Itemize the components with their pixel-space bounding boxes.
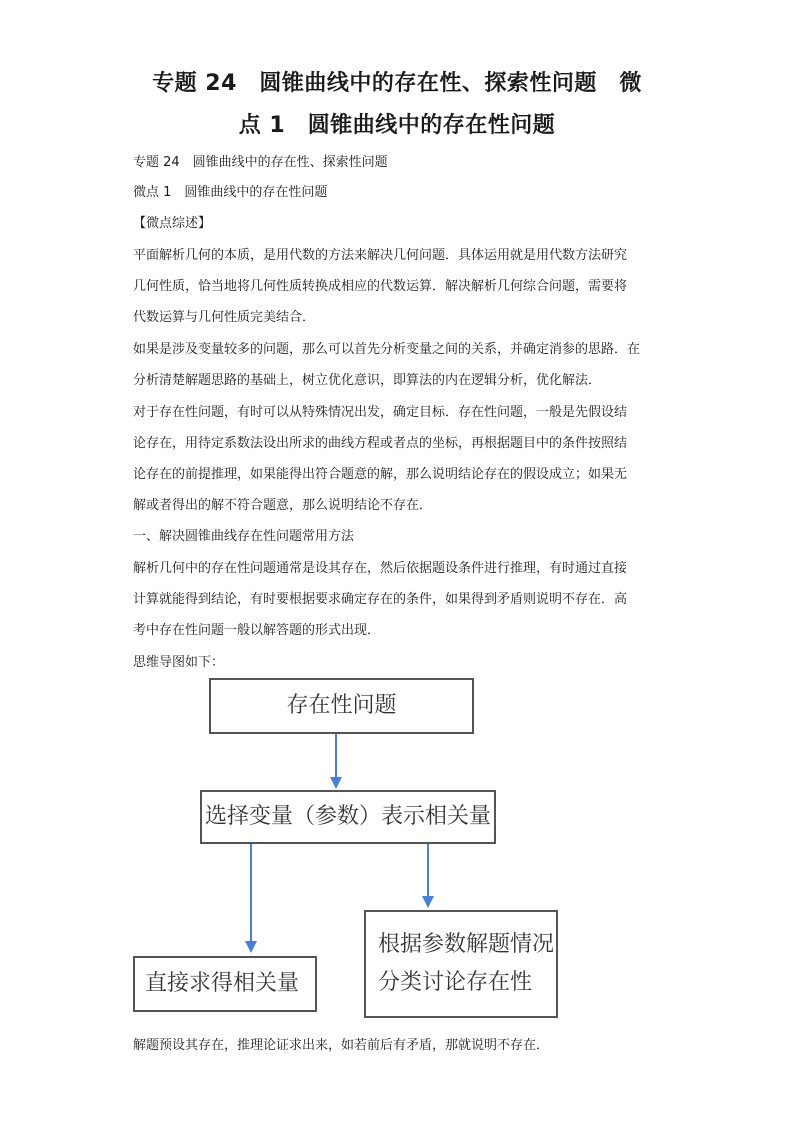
flow-box-label: 存在性问题 (286, 693, 397, 718)
page-title-line-2: 点 1 圆锥曲线中的存在性问题 (238, 113, 556, 138)
paragraph-line: 计算就能得到结论，有时要根据要求确定存在的条件，如果得到矛盾则说明不存在．高 (133, 592, 628, 607)
flow-box-direct-compute (133, 956, 317, 1012)
paragraph-line: 对于存在性问题，有时可以从特殊情况出发，确定目标．存在性问题，一般是先假设结 (133, 405, 628, 420)
summary-note: 解题预设其存在，推理论证求出来，如若前后有矛盾，那就说明不存在． (133, 1038, 550, 1053)
flow-box-label-line-1: 根据参数解题情况 (378, 932, 555, 957)
paragraph-line: 论存在，用待定系数法设出所求的曲线方程或者点的坐标，再根据题目中的条件按照结 (133, 436, 628, 451)
page-title-line-1: 专题 24 圆锥曲线中的存在性、探索性问题 微 (152, 71, 642, 96)
flow-arrow-line (250, 844, 252, 943)
paragraph-line: 解析几何中的存在性问题通常是设其存在，然后依据题设条件进行推理，有时通过直接 (133, 561, 628, 576)
flow-box-existence-problem (209, 678, 474, 734)
subtitle-topic: 专题 24 圆锥曲线中的存在性、探索性问题 (133, 155, 388, 170)
mindmap-intro: 思维导图如下： (133, 655, 225, 670)
flow-arrow-line (427, 844, 429, 898)
flow-arrow-line (335, 734, 337, 780)
paragraph-line: 如果是涉及变量较多的问题，那么可以首先分析变量之间的关系，并确定消参的思路．在 (133, 342, 641, 357)
paragraph-line: 代数运算与几何性质完美结合． (133, 310, 316, 325)
subtitle-micro-point: 微点 1 圆锥曲线中的存在性问题 (133, 185, 328, 200)
flow-box-classify-discussion (364, 910, 558, 1018)
flow-box-label: 直接求得相关量 (145, 971, 300, 996)
paragraph-line: 分析清楚解题思路的基础上，树立优化意识，即算法的内在逻辑分析，优化解法． (133, 373, 602, 388)
flow-arrow-head (422, 896, 434, 908)
paragraph-line: 平面解析几何的本质，是用代数的方法来解决几何问题．具体运用就是用代数方法研究 (133, 248, 628, 263)
paragraph-line: 考中存在性问题一般以解答题的形式出现． (133, 623, 381, 638)
paragraph-line: 论存在的前提推理，如果能得出符合题意的解，那么说明结论存在的假设成立；如果无 (133, 467, 628, 482)
flow-box-label: 选择变量（参数）表示相关量 (204, 804, 491, 829)
flow-arrow-head (330, 777, 342, 789)
paragraph-line: 几何性质，恰当地将几何性质转换成相应的代数运算．解决解析几何综合问题，需要将 (133, 279, 628, 294)
section-heading-methods: 一、解决圆锥曲线存在性问题常用方法 (133, 529, 355, 544)
flow-box-choose-variable (200, 790, 496, 844)
flow-box-label-line-2: 分类讨论存在性 (378, 970, 533, 995)
flow-arrow-head (245, 941, 257, 953)
section-heading-overview: 【微点综述】 (133, 216, 212, 231)
paragraph-line: 解或者得出的解不符合题意，那么说明结论不存在． (133, 498, 433, 513)
